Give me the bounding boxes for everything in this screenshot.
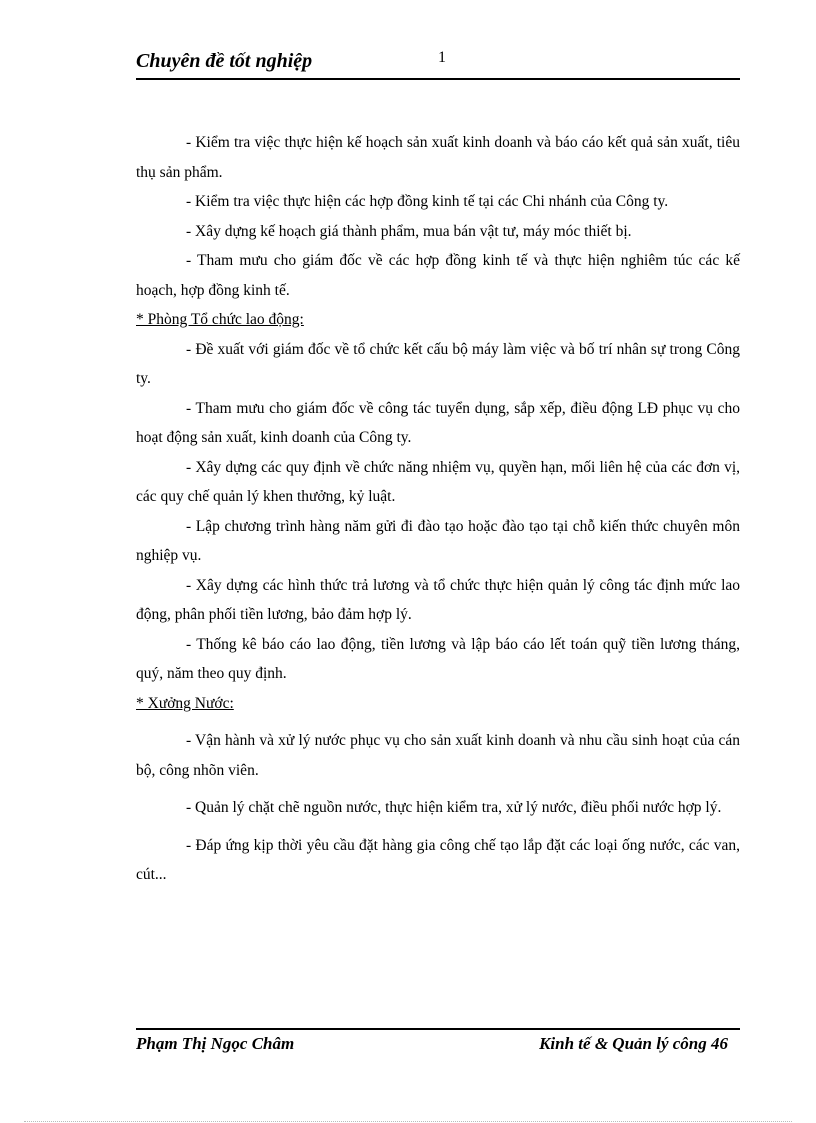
- paragraph: - Xây dựng các hình thức trả lương và tổ chức thực hiện quản lý công tác định mức lao động, phân phối tiền lương, bảo đảm hợp lý.: [136, 576, 740, 623]
- page-footer: [136, 1028, 740, 1060]
- page-number: 1: [438, 49, 446, 66]
- author-name: Phạm Thị Ngọc Châm: [136, 1034, 295, 1053]
- section-heading-personnel: * Phòng Tổ chức lao động:: [136, 311, 304, 328]
- paragraph: - Xây dựng kế hoạch giá thành phẩm, mua bán vật tư, máy móc thiết bị.: [186, 222, 632, 240]
- page-edge-divider: [24, 1121, 792, 1122]
- document-body: [136, 128, 740, 890]
- class-name: Kinh tế & Quản lý công 46: [539, 1034, 728, 1053]
- paragraph: - Quản lý chặt chẽ nguồn nước, thực hiện kiểm tra, xử lý nước, điều phối nước hợp lý.: [186, 799, 722, 816]
- paragraph: - Xây dựng các quy định về chức năng nhiệm vụ, quyền hạn, mối liên hệ của các đơn vị, các quy chế quản lý khen thưởng, kỷ luật.: [136, 458, 740, 505]
- paragraph: - Vận hành và xử lý nước phục vụ cho sản xuất kinh doanh và nhu cầu sinh hoạt của cán bộ, công nhõn viên.: [136, 732, 740, 779]
- page-header: [136, 48, 740, 80]
- paragraph: - Đáp ứng kịp thời yêu cầu đặt hàng gia công chế tạo lắp đặt các loại ống nước, các van, cút...: [136, 836, 740, 883]
- document-title: Chuyên đề tốt nghiệp: [136, 50, 313, 72]
- paragraph: - Tham mưu cho giám đốc về công tác tuyển dụng, sắp xếp, điều động LĐ phục vụ cho hoạt động sản xuất, kinh doanh của Công ty.: [136, 399, 740, 446]
- paragraph: - Đề xuất với giám đốc về tổ chức kết cấu bộ máy làm việc và bố trí nhân sự trong Công ty.: [136, 340, 740, 387]
- paragraph: - Kiểm tra việc thực hiện kế hoạch sản xuất kinh doanh và báo cáo kết quả sản xuất, tiêu thụ sản phẩm.: [136, 134, 740, 181]
- paragraph: - Lập chương trình hàng năm gửi đi đào tạo hoặc đào tạo tại chỗ kiến thức chuyên môn nghiệp vụ.: [136, 517, 740, 564]
- paragraph: - Kiểm tra việc thực hiện các hợp đồng kinh tế tại các Chi nhánh của Công ty.: [186, 193, 669, 210]
- paragraph: - Tham mưu cho giám đốc về các hợp đồng kinh tế và thực hiện nghiêm túc các kế hoạch, hợp đồng kinh tế.: [136, 252, 740, 299]
- section-heading-water: * Xưởng Nước:: [136, 694, 234, 712]
- paragraph: - Thống kê báo cáo lao động, tiền lương và lập báo cáo lết toán quỹ tiền lương tháng, quý, năm theo quy định.: [136, 635, 740, 682]
